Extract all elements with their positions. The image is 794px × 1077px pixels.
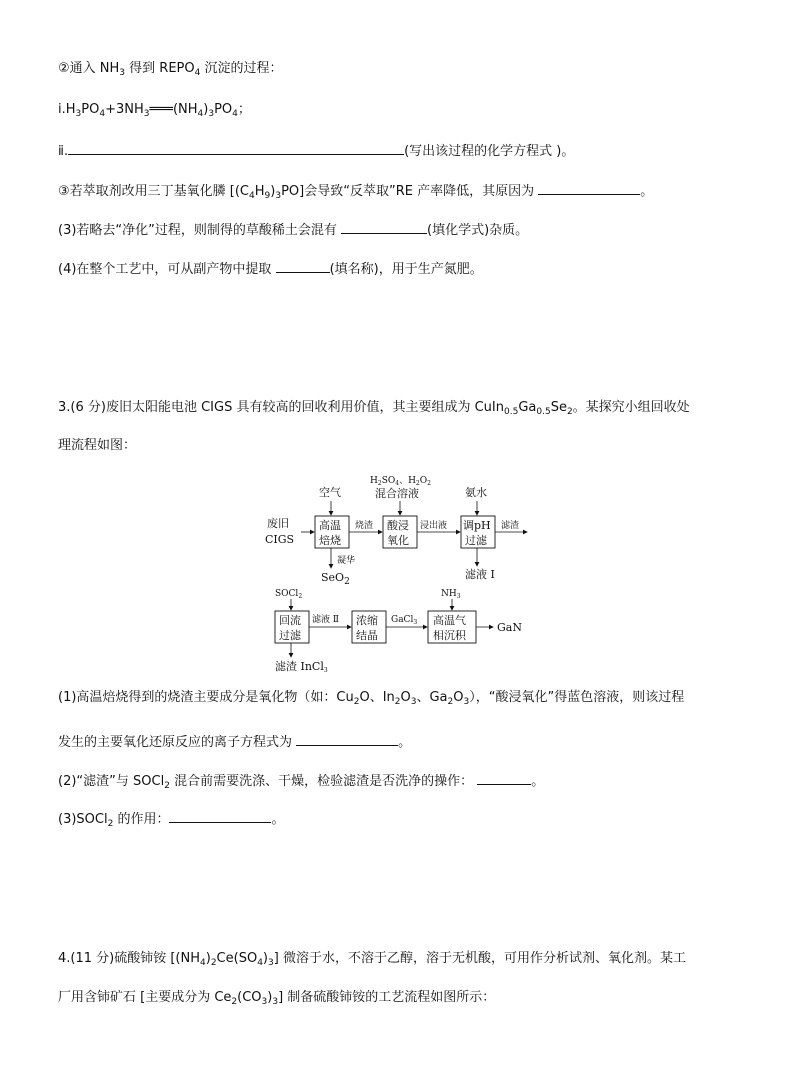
q3-intro-line2: 理流程如图： (58, 438, 137, 453)
q2-item3-title: ②通入 $NH_3$ 得到 $REPO_4$ 沉淀的过程： (58, 61, 283, 78)
answer-blank[interactable] (68, 140, 404, 155)
q3-part2: (2)“滤渣”与 SOCl$_2$ 混合前需要洗涤、干燥，检验滤渣是否洗净的操作： 。 (58, 770, 544, 791)
q2-item3b: ③若萃取剂改用三丁基氧化膦 $[(C_4H_9)_3PO]$会导致“反萃取”RE 产率降低，其原因为 。 (58, 180, 653, 201)
q2-part4: (4)在整个工艺中，可从副产物中提取 (填名称)，用于生产氮肥。 (58, 258, 483, 279)
q3-part3: (3)SOCl$_2$ 的作用： 。 (58, 808, 284, 829)
box-label: 结晶 (356, 629, 378, 642)
reagent-label: $NH_3$ (441, 589, 461, 600)
answer-blank[interactable] (169, 808, 271, 823)
reagent-label: 空气 (319, 486, 341, 499)
answer-blank[interactable] (296, 731, 398, 746)
byproduct-label: SeO$_2$ (321, 571, 350, 587)
reagent-label: $H_2SO_4$、$H_2O_2$ (370, 476, 431, 487)
q3-part1: (1)高温焙烧得到的烧渣主要成分是氧化物（如：$Cu_2O$、$In_2O_3$、$Ga_2O_3$），“酸浸氧化”得蓝色溶液，则该过程 (58, 690, 685, 707)
q3-intro: 3.(6 分)废旧太阳能电池 CIGS 具有较高的回收利用价值，其主要组成为 $CuIn_{0.5}Ga_{0.5}Se_2$。某探究小组回收处 (58, 400, 690, 417)
q2-step-i: $ⅰ.H_3PO_4+3NH_3═══(NH_4)_3PO_4$； (58, 102, 251, 119)
arrow-label: 滤渣 (501, 521, 520, 531)
box-label: 焙烧 (319, 534, 341, 547)
byproduct-label: 滤渣 InCl3 (275, 660, 328, 674)
reagent-label: SOCl$_2$ (275, 589, 303, 600)
process-flow-diagram (255, 470, 545, 675)
box-label: 浓缩 (356, 614, 378, 627)
answer-blank[interactable] (477, 770, 531, 785)
arrow-label: 凝华 (337, 556, 356, 566)
input-label: 废旧 (267, 517, 289, 530)
box-label: 高温气 (433, 614, 466, 627)
box-label: 过滤 (465, 534, 487, 547)
answer-blank[interactable] (276, 258, 330, 273)
arrow-label: 滤液 Ⅱ (312, 615, 339, 625)
q4-intro: 4.(11 分)硫酸铈铵 $[(NH_4)_2Ce(SO_4)_3]$ 微溶于水，不溶于乙醇，溶于无机酸，可用作分析试剂、氧化剂。某工 (58, 951, 686, 968)
box-label: 高温 (319, 519, 341, 532)
reagent-label: 氨水 (465, 486, 487, 499)
arrow-label: 浸出液 (420, 521, 448, 531)
box-label: 酸浸 (387, 519, 409, 532)
box-label: 氧化 (387, 534, 409, 547)
product-label: GaN (497, 621, 522, 634)
answer-blank[interactable] (538, 180, 640, 195)
reagent-label: 混合溶液 (375, 487, 419, 500)
input-label: CIGS (265, 533, 295, 546)
box-label: 过滤 (279, 629, 301, 642)
q3-part1-line2: 发生的主要氧化还原反应的离子方程式为 。 (58, 731, 411, 752)
box-label: 相沉积 (433, 629, 466, 642)
byproduct-label: 滤液 Ⅰ (465, 568, 495, 581)
q2-part3: (3)若略去“净化”过程，则制得的草酸稀土会混有 (填化学式)杂质。 (58, 219, 528, 240)
q2-step-ii: ⅱ. (写出该过程的化学方程式 )。 (58, 140, 574, 161)
arrow-label: 烧渣 (355, 521, 374, 531)
box-label: 回流 (279, 614, 301, 627)
q4-intro-line2: 厂用含铈矿石 [主要成分为 $Ce_2(CO_3)_3$] 制备硫酸铈铵的工艺流程如图所示： (58, 990, 496, 1007)
box-label: 调pH (463, 519, 491, 532)
arrow-label: GaCl$_3$ (391, 615, 418, 626)
answer-blank[interactable] (341, 219, 427, 234)
